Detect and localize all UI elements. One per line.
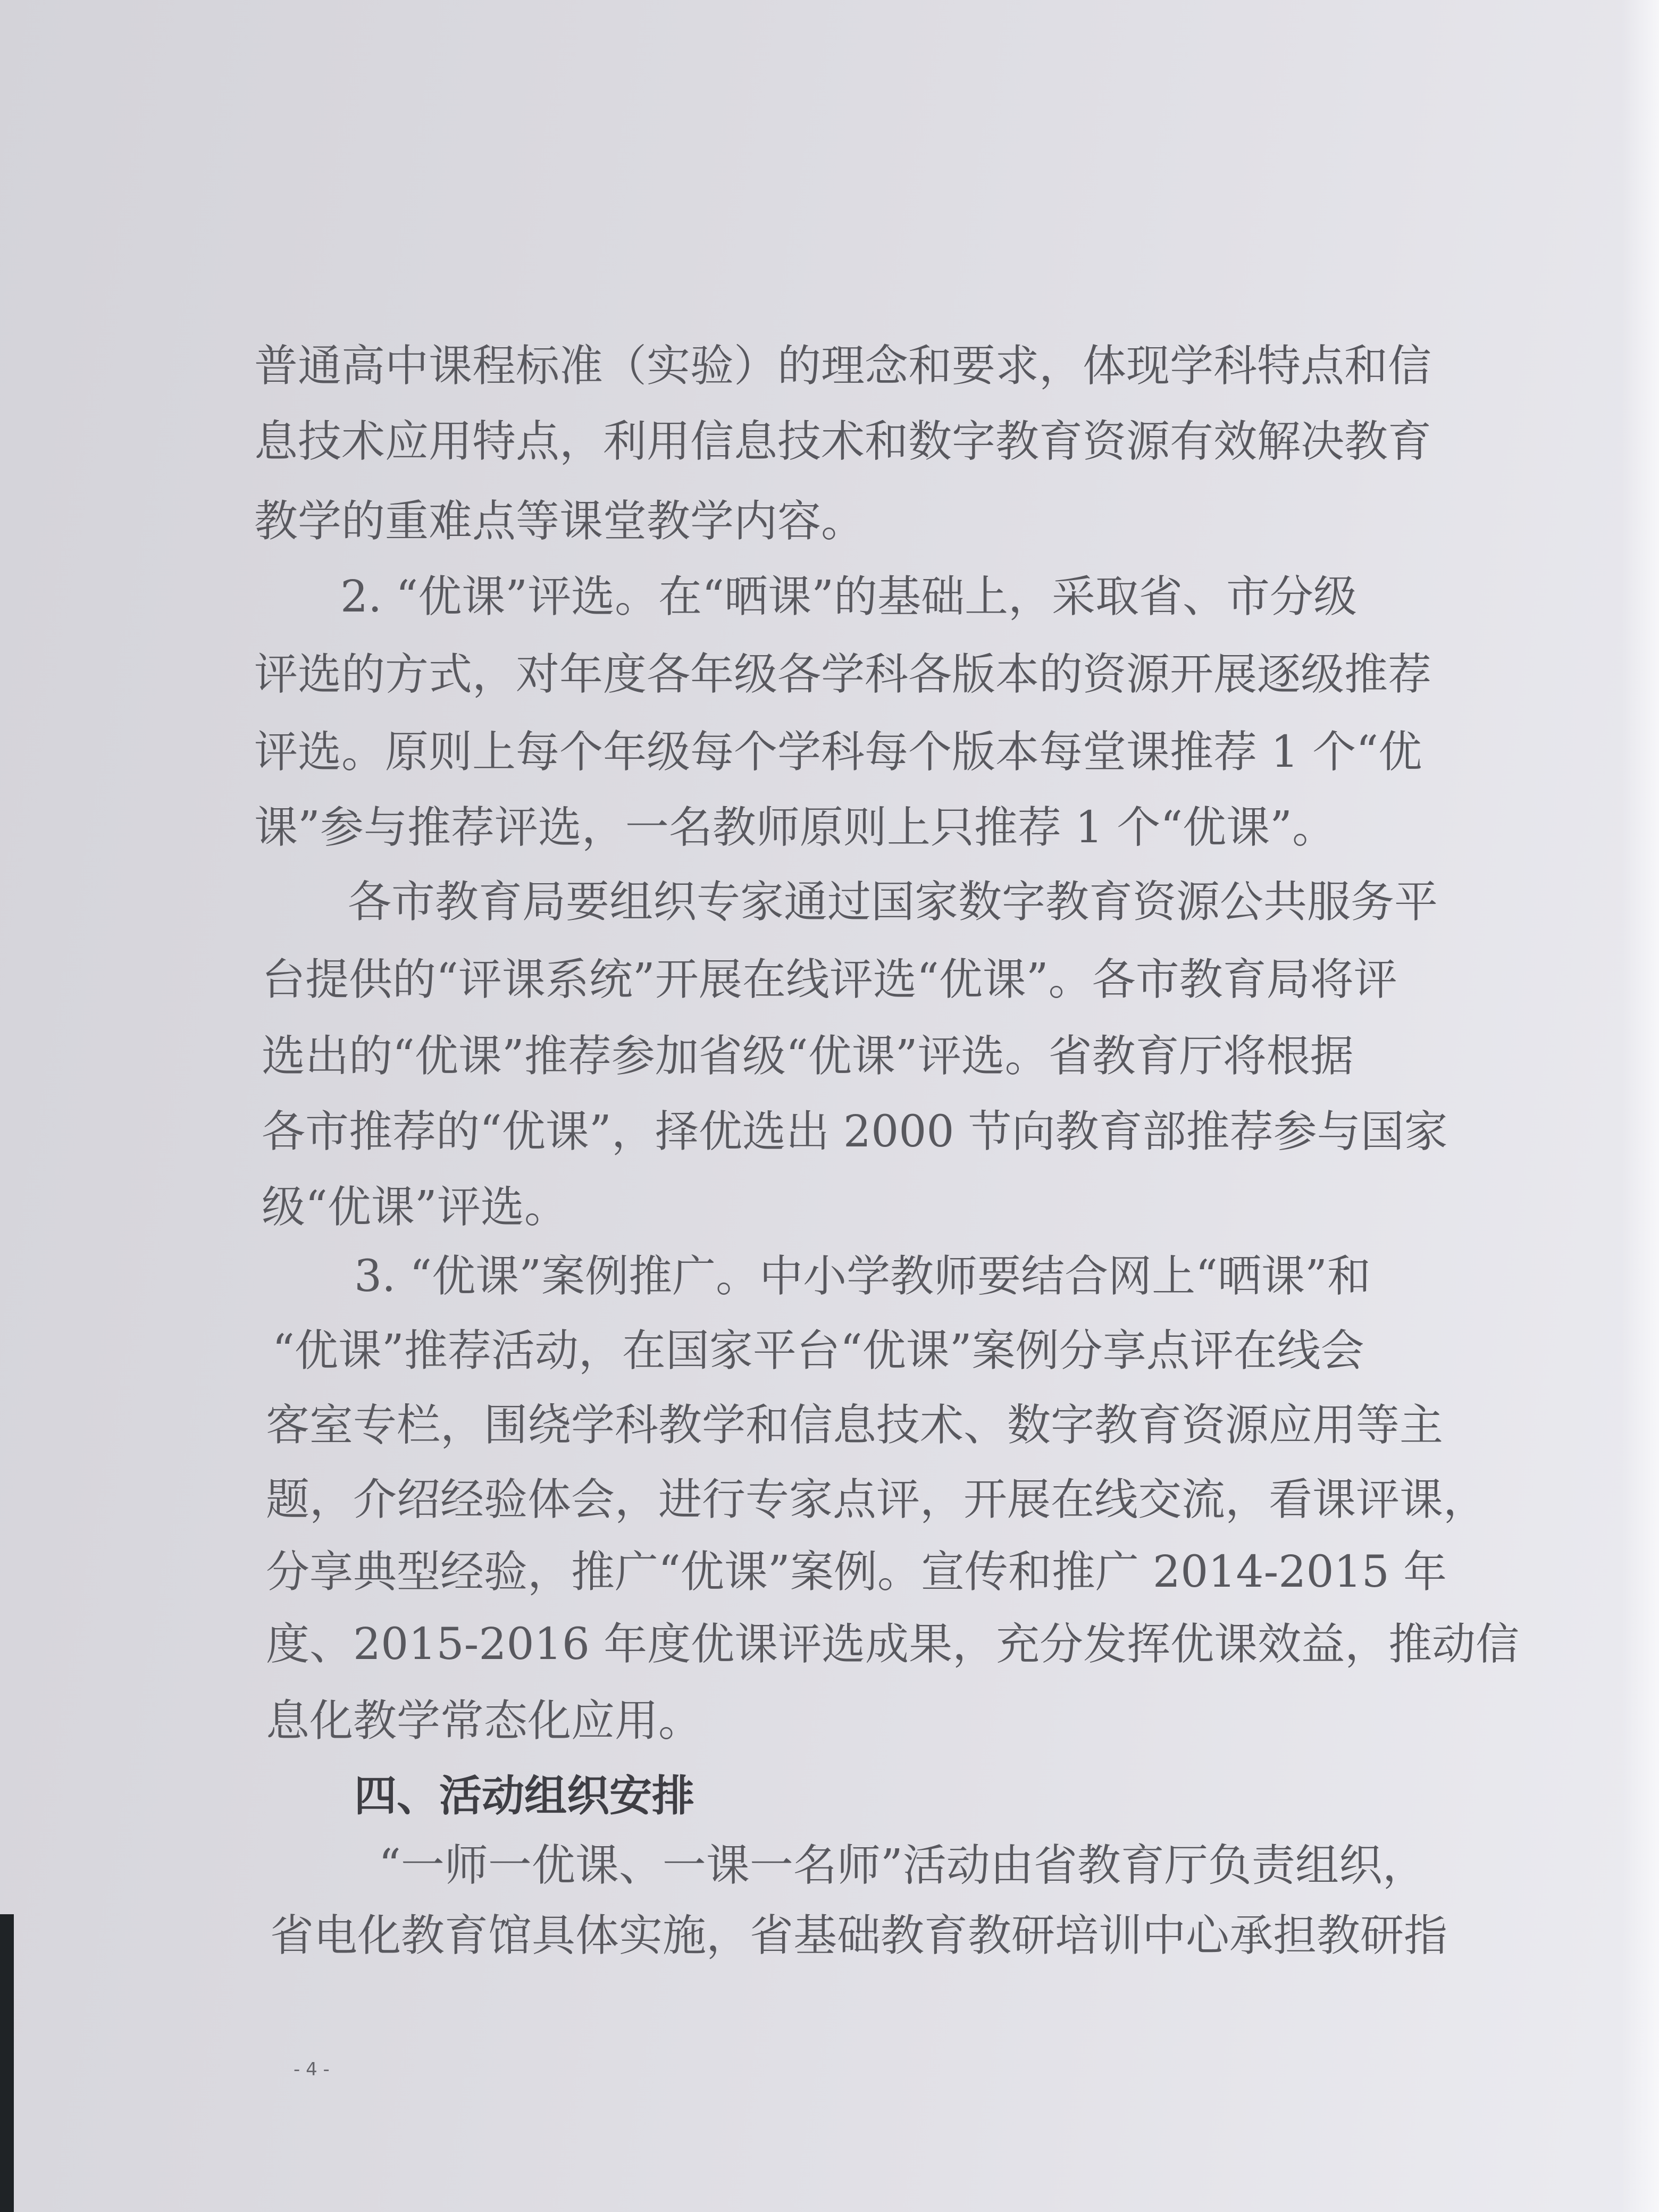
text-line: 度、2015-2016 年度优课评选成果，充分发挥优课效益，推动信 xyxy=(266,1619,1520,1670)
text-line: 普通高中课程标准（实验）的理念和要求，体现学科特点和信 xyxy=(254,341,1432,391)
text-line: 评选的方式，对年度各年级各学科各版本的资源开展逐级推荐 xyxy=(254,649,1432,700)
text-line: “一师一优课、一课一名师”活动由省教育厅负责组织， xyxy=(379,1840,1426,1891)
text-line: 客室专栏，围绕学科教学和信息技术、数字教育资源应用等主 xyxy=(266,1400,1444,1451)
text-line: 息化教学常态化应用。 xyxy=(266,1696,702,1746)
text-line: 息技术应用特点，利用信息技术和数字教育资源有效解决教育 xyxy=(254,416,1432,467)
text-line: 省电化教育馆具体实施，省基础教育教研培训中心承担教研指 xyxy=(270,1911,1448,1961)
text-line: 教学的重难点等课堂教学内容。 xyxy=(254,496,865,547)
page-edge-shadow xyxy=(0,1914,14,2212)
text-line: 3. “优课”案例推广。中小学教师要结合网上“晒课”和 xyxy=(354,1251,1371,1302)
section-heading: 四、活动组织安排 xyxy=(354,1771,694,1821)
text-line: “优课”推荐活动，在国家平台“优课”案例分享点评在线会 xyxy=(272,1326,1364,1376)
text-line: 分享典型经验，推广“优课”案例。宣传和推广 2014-2015 年 xyxy=(266,1547,1447,1597)
text-line: 题，介绍经验体会，进行专家点评，开展在线交流，看课评课， xyxy=(266,1474,1487,1525)
text-line: 选出的“优课”推荐参加省级“优课”评选。省教育厅将根据 xyxy=(262,1031,1354,1082)
text-line: 台提供的“评课系统”开展在线评选“优课”。各市教育局将评 xyxy=(262,954,1397,1005)
page-right-edge xyxy=(1622,0,1659,2212)
text-line: 2. “优课”评选。在“晒课”的基础上，采取省、市分级 xyxy=(340,572,1357,622)
text-line: 级“优课”评选。 xyxy=(262,1182,568,1233)
page-number: - 4 - xyxy=(294,2059,330,2080)
text-line: 各市教育局要组织专家通过国家数字教育资源公共服务平 xyxy=(348,877,1438,927)
text-line: 课”参与推荐评选，一名教师原则上只推荐 1 个“优课”。 xyxy=(254,802,1336,853)
text-line: 评选。原则上每个年级每个学科每个版本每堂课推荐 1 个“优 xyxy=(254,727,1422,777)
text-line: 各市推荐的“优课”，择优选出 2000 节向教育部推荐参与国家 xyxy=(262,1107,1448,1157)
